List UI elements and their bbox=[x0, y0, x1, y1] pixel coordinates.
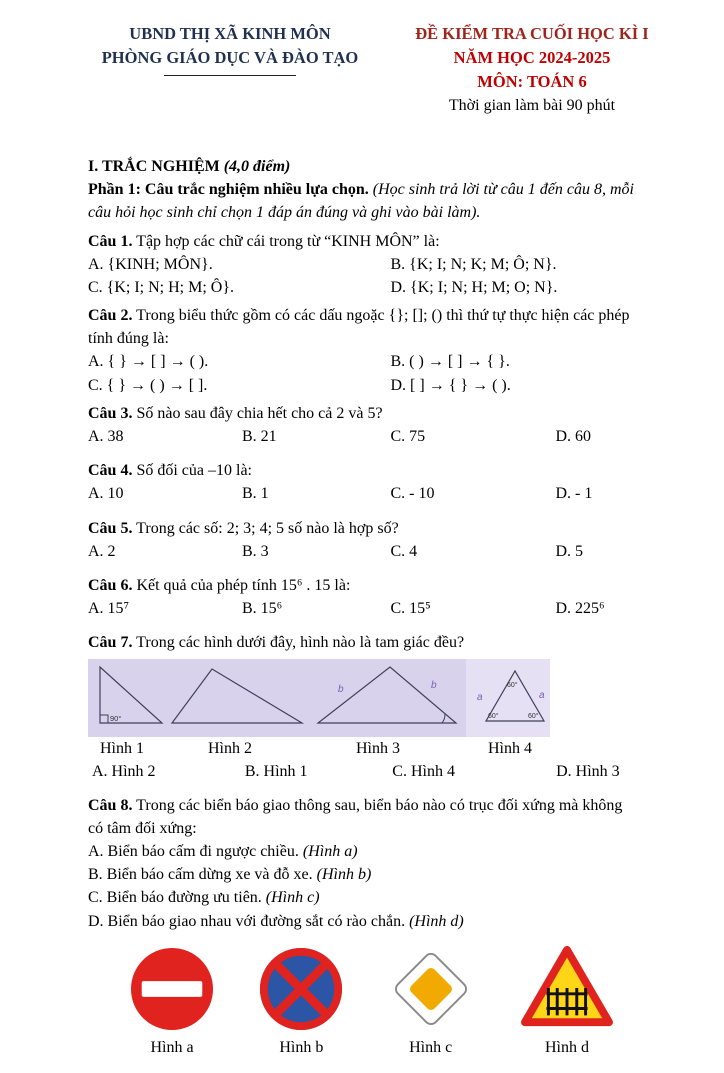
option-note: (Hình c) bbox=[265, 889, 320, 907]
answer-option-a: A. 10 bbox=[88, 485, 124, 503]
question-2 bbox=[88, 304, 638, 397]
answer-option-a bbox=[88, 840, 638, 863]
answer-option-b: B. ( ) → [ ] → { }. bbox=[390, 353, 510, 371]
header-authority-block bbox=[60, 22, 400, 117]
sign-caption-b: Hình b bbox=[279, 1038, 324, 1056]
priority-road-sign bbox=[389, 947, 473, 1031]
question-7-text: Trong các hình dưới đây, hình nào là tam giác đều? bbox=[136, 634, 465, 652]
answer-option-b: B. 15⁶ bbox=[242, 600, 283, 618]
section-title bbox=[88, 155, 638, 178]
question-4-options bbox=[88, 482, 638, 505]
answer-option-b: B. {K; I; N; K; M; Ô; N}. bbox=[390, 255, 557, 273]
exam-subject: MÔN: TOÁN 6 bbox=[477, 71, 587, 91]
traffic-signs-row bbox=[88, 933, 638, 1059]
answer-option-a: A. 15⁷ bbox=[88, 600, 130, 618]
question-4-label: Câu 4. bbox=[88, 462, 133, 480]
question-5-text: Trong các số: 2; 3; 4; 5 số nào là hợp số? bbox=[136, 519, 399, 537]
option-note: (Hình d) bbox=[409, 912, 464, 930]
answer-option-d: D. {K; I; N; H; M; O; N}. bbox=[390, 278, 558, 296]
question-1-label: Câu 1. bbox=[88, 232, 133, 250]
answer-option-a: A. Hình 2 bbox=[92, 762, 156, 780]
answer-option-b bbox=[88, 863, 638, 886]
right-angle-label: 90° bbox=[110, 713, 122, 723]
answer-option-a: A. {KINH; MÔN}. bbox=[88, 255, 213, 273]
answer-option-d: D. 225⁶ bbox=[555, 600, 605, 618]
answer-option-a: A. 2 bbox=[88, 542, 116, 560]
option-text: D. Biển báo giao nhau với đường sắt có rào chắn. bbox=[88, 912, 406, 930]
exam-body bbox=[0, 155, 724, 1059]
question-8 bbox=[88, 794, 638, 1059]
answer-option-c: C. { } → ( ) → [ ]. bbox=[88, 376, 208, 394]
document-header bbox=[0, 22, 724, 117]
question-4 bbox=[88, 459, 638, 505]
answer-option-c: C. 75 bbox=[390, 428, 426, 446]
question-1-stem bbox=[88, 230, 638, 253]
sign-railway-crossing bbox=[518, 943, 616, 1059]
question-1-options bbox=[88, 253, 638, 299]
question-2-label: Câu 2. bbox=[88, 307, 133, 325]
answer-option-a: A. 38 bbox=[88, 428, 124, 446]
question-7 bbox=[88, 631, 638, 782]
question-4-stem bbox=[88, 459, 638, 482]
answer-option-c: C. - 10 bbox=[390, 485, 435, 503]
sign-caption-d: Hình d bbox=[544, 1038, 589, 1056]
triangle-figures bbox=[88, 659, 638, 760]
question-4-text: Số đối của –10 là: bbox=[136, 462, 252, 480]
sign-no-entry bbox=[130, 947, 214, 1059]
question-5-stem bbox=[88, 517, 638, 540]
answer-option-d: D. 5 bbox=[555, 542, 584, 560]
no-entry-sign-icon bbox=[130, 947, 214, 1031]
part1-title: Phần 1: Câu trắc nghiệm nhiều lựa chọn. bbox=[88, 181, 369, 199]
question-3-stem bbox=[88, 402, 638, 425]
figure-captions bbox=[88, 737, 638, 760]
answer-option-b: B. 21 bbox=[242, 428, 277, 446]
answer-option-b: B. Hình 1 bbox=[244, 762, 308, 780]
sign-no-stopping bbox=[259, 947, 343, 1059]
exam-school-year: NĂM HỌC 2024-2025 bbox=[453, 47, 611, 67]
question-6 bbox=[88, 574, 638, 620]
question-6-stem bbox=[88, 574, 638, 597]
header-exam-title-block bbox=[400, 22, 664, 117]
question-7-options bbox=[88, 760, 638, 783]
answer-option-d bbox=[88, 910, 638, 933]
answer-option-c: C. 4 bbox=[390, 542, 418, 560]
exam-title: ĐỀ KIỂM TRA CUỐI HỌC KÌ I bbox=[415, 24, 649, 43]
no-stopping-sign-icon bbox=[259, 947, 343, 1031]
header-rule-divider bbox=[164, 75, 296, 76]
triangle-figures-image bbox=[88, 659, 550, 737]
authority-line1: UBND THỊ XÃ KINH MÔN bbox=[129, 24, 331, 43]
option-text: A. Biển báo cấm đi ngược chiều. bbox=[88, 843, 299, 861]
question-3-options bbox=[88, 425, 638, 448]
section-points: (4,0 điểm) bbox=[223, 157, 291, 175]
question-5-label: Câu 5. bbox=[88, 519, 133, 537]
answer-option-c: C. 15⁵ bbox=[390, 600, 431, 618]
figure-caption-2: Hình 2 bbox=[208, 739, 252, 757]
figure-caption-1: Hình 1 bbox=[100, 739, 144, 757]
no-entry-sign bbox=[130, 947, 214, 1031]
question-8-text: Trong các biển báo giao thông sau, biển báo nào có trục đối xứng mà không có tâm đối xứng: bbox=[88, 796, 623, 837]
question-2-options bbox=[88, 350, 638, 396]
figure-caption-4: Hình 4 bbox=[488, 739, 532, 757]
question-6-label: Câu 6. bbox=[88, 576, 133, 594]
angle-60-right: 60° bbox=[528, 712, 539, 720]
answer-option-c bbox=[88, 886, 638, 909]
question-5 bbox=[88, 517, 638, 563]
railway-crossing-sign-icon bbox=[518, 943, 616, 1031]
question-1-text: Tập hợp các chữ cái trong từ “KINH MÔN” là: bbox=[136, 232, 440, 250]
angle-60-top: 60° bbox=[507, 681, 518, 689]
option-text: B. Biển báo cấm dừng xe và đỗ xe. bbox=[88, 866, 313, 884]
side-a-label-left: a bbox=[477, 691, 483, 703]
option-text: C. Biển báo đường ưu tiên. bbox=[88, 889, 262, 907]
authority-line2: PHÒNG GIÁO DỤC VÀ ĐÀO TẠO bbox=[101, 47, 359, 67]
option-note: (Hình a) bbox=[302, 843, 358, 861]
answer-option-a: A. { } → [ ] → ( ). bbox=[88, 353, 209, 371]
answer-option-d: D. 60 bbox=[555, 428, 592, 446]
question-3-label: Câu 3. bbox=[88, 404, 133, 422]
question-5-options bbox=[88, 540, 638, 563]
part1-note: (Học sinh trả lời từ câu 1 đến câu 8, mỗi câu hỏi học sinh chỉ chọn 1 đáp án đúng và ghi vào bài làm). bbox=[88, 181, 634, 222]
figure-caption-3: Hình 3 bbox=[356, 739, 400, 757]
angle-60-left: 60° bbox=[488, 712, 499, 720]
answer-option-c: C. Hình 4 bbox=[392, 762, 455, 780]
no-stopping-sign bbox=[259, 947, 343, 1031]
side-b-label-right: b bbox=[431, 679, 437, 691]
exam-duration: Thời gian làm bài 90 phút bbox=[448, 96, 616, 114]
question-7-label: Câu 7. bbox=[88, 634, 133, 652]
answer-option-b: B. 3 bbox=[242, 542, 269, 560]
answer-option-d: D. - 1 bbox=[555, 485, 593, 503]
question-1 bbox=[88, 230, 638, 300]
priority-road-sign-icon bbox=[389, 947, 473, 1031]
railway-crossing-sign bbox=[518, 943, 616, 1031]
sign-caption-a: Hình a bbox=[150, 1038, 194, 1056]
question-3 bbox=[88, 402, 638, 448]
question-6-options bbox=[88, 597, 638, 620]
question-2-stem bbox=[88, 304, 638, 350]
side-a-label-right: a bbox=[539, 689, 545, 701]
side-b-label-left: b bbox=[338, 683, 344, 695]
question-8-stem bbox=[88, 794, 638, 840]
part1-instructions bbox=[88, 178, 638, 224]
sign-caption-c: Hình c bbox=[409, 1038, 453, 1056]
question-3-text: Số nào sau đây chia hết cho cả 2 và 5? bbox=[136, 404, 383, 422]
question-7-stem bbox=[88, 631, 638, 654]
answer-option-c: C. {K; I; N; H; M; Ô}. bbox=[88, 278, 235, 296]
answer-option-b: B. 1 bbox=[242, 485, 269, 503]
answer-option-d: D. Hình 3 bbox=[556, 762, 620, 780]
sign-priority-road bbox=[389, 947, 473, 1059]
question-2-text: Trong biểu thức gồm có các dấu ngoặc {}; []; () thì thứ tự thực hiện các phép tính đúng là: bbox=[88, 307, 630, 348]
answer-option-d: D. [ ] → { } → ( ). bbox=[390, 376, 511, 394]
option-note: (Hình b) bbox=[316, 866, 372, 884]
section-title-text: I. TRẮC NGHIỆM bbox=[88, 157, 220, 175]
question-8-label: Câu 8. bbox=[88, 796, 133, 814]
question-6-text: Kết quả của phép tính 15⁶ . 15 là: bbox=[136, 576, 351, 594]
